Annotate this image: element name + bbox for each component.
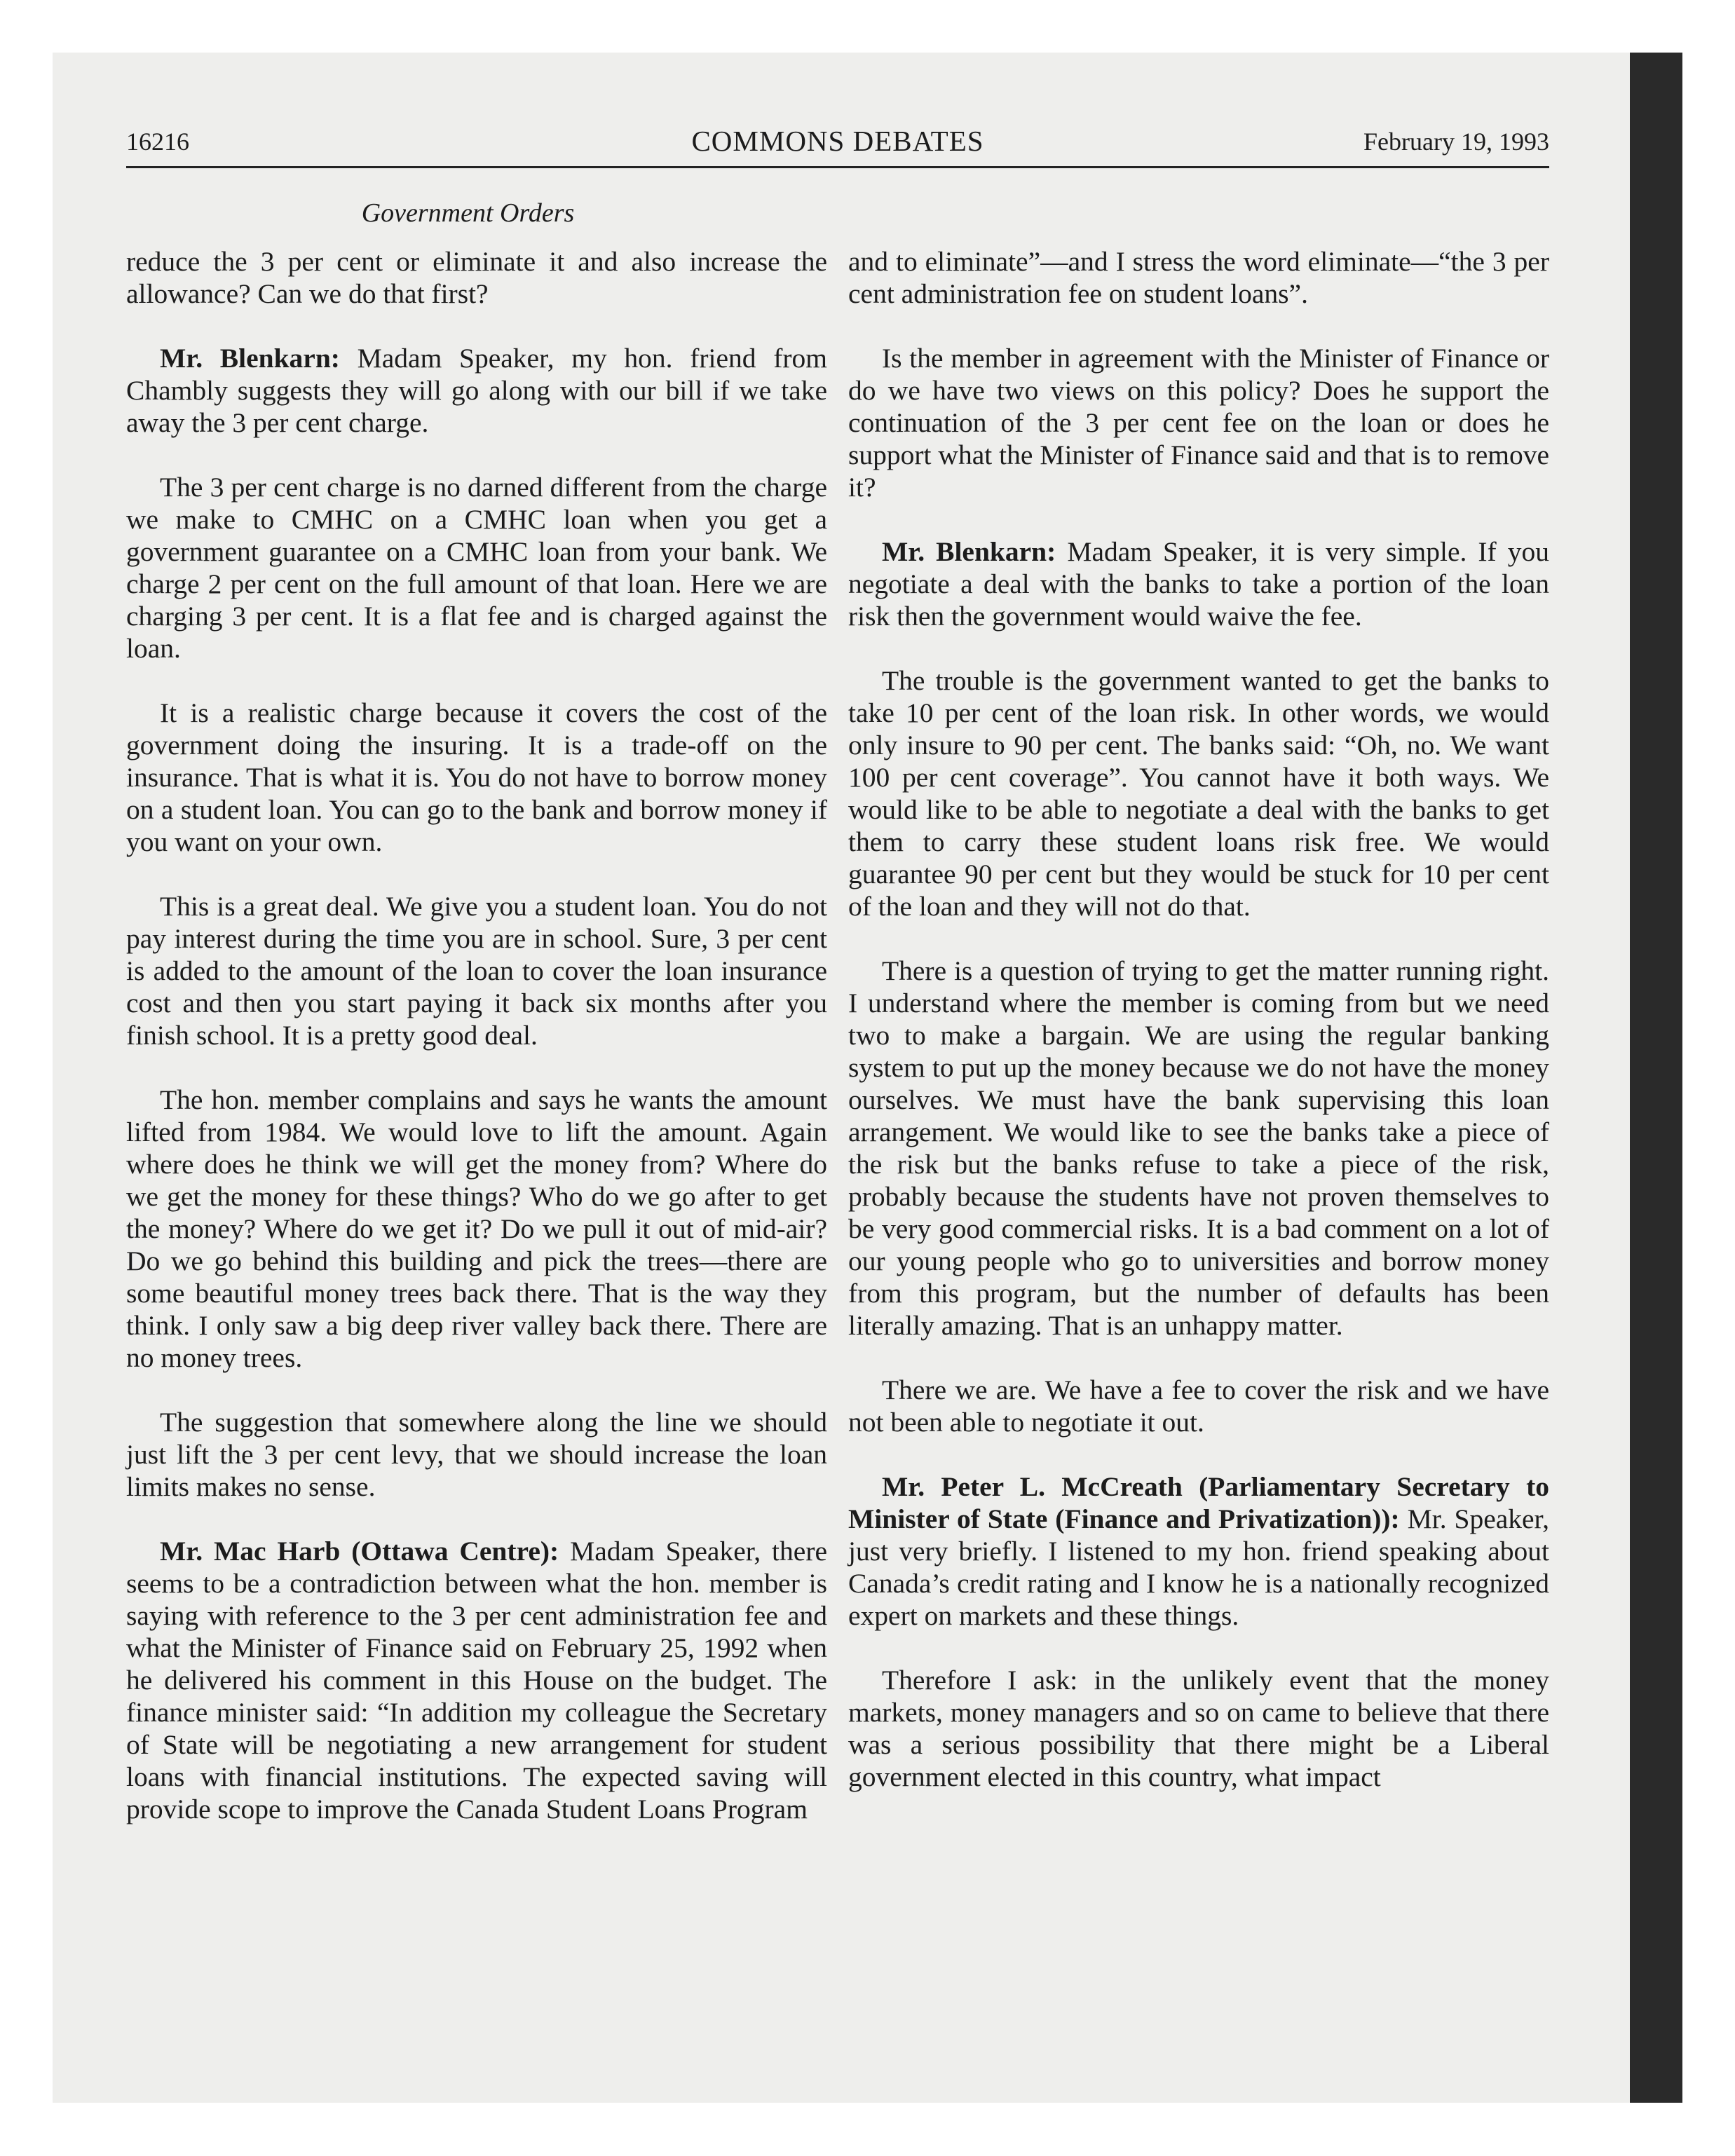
paragraph bbox=[848, 245, 1549, 310]
paragraph-text: reduce the 3 per cent or eliminate it and also increase the allowance? Can we do that first? bbox=[126, 246, 827, 309]
paragraph bbox=[126, 697, 827, 858]
paragraph bbox=[848, 1664, 1549, 1793]
paragraph bbox=[126, 342, 827, 439]
paragraph bbox=[126, 245, 827, 310]
section-label: Government Orders bbox=[361, 198, 575, 228]
paragraph-text: Mr. Speaker, just very briefly. I listened to my hon. friend speaking about Canada’s credit rating and I know he is a nationally recognized expert on markets and these things. bbox=[848, 1503, 1549, 1631]
paragraph bbox=[848, 342, 1549, 503]
speaker-name: Mr. Mac Harb (Ottawa Centre): bbox=[160, 1536, 559, 1567]
page-number: 16216 bbox=[126, 128, 189, 156]
publication-title: COMMONS DEBATES bbox=[691, 125, 984, 157]
paragraph-text: Madam Speaker, my hon. friend from Chambly suggests they will go along with our bill if we take away the 3 per cent charge. bbox=[126, 343, 827, 438]
running-header bbox=[126, 123, 1549, 165]
paragraph bbox=[848, 1374, 1549, 1438]
paragraph-text: Madam Speaker, there seems to be a contradiction between what the hon. member is saying with reference to the 3 per cent administration fee and what the Minister of Finance said on February 25, 1992 when he delivered his comment in this House on the budget. The finance minister said: “In addition my colleague the Secretary of State will be negotiating a new arrangement for student loans with financial institutions. The expected saving will provide scope to improve the Canada Student Loans Program bbox=[126, 1536, 827, 1824]
paragraph bbox=[848, 955, 1549, 1342]
paragraph bbox=[126, 890, 827, 1051]
paragraph-text: There we are. We have a fee to cover the risk and we have not been able to negotiate it out. bbox=[848, 1374, 1549, 1438]
paragraph-text: The hon. member complains and says he wants the amount lifted from 1984. We would love to lift the amount. Again where does he think we will get the money from? Where do we get the money for these things? Who do we go after to get the money? Where do we get it? Do we pull it out of mid-air? Do we go behind this building and pick the trees—there are some beautiful money trees back there. That is the way they think. I only saw a big deep river valley back there. There are no money trees. bbox=[126, 1084, 827, 1373]
paragraph bbox=[126, 1406, 827, 1503]
header-rule bbox=[126, 166, 1549, 168]
paragraph-text: The trouble is the government wanted to get the banks to take 10 per cent of the loan risk. In other words, we would only insure to 90 per cent. The banks said: “Oh, no. We want 100 per cent coverage”. You cannot have it both ways. We would like to be able to negotiate a deal with the banks to get them to carry these student loans risk free. We would guarantee 90 per cent but they would be stuck for 10 per cent of the loan and they will not do that. bbox=[848, 665, 1549, 922]
paragraph-text: This is a great deal. We give you a student loan. You do not pay interest during the time you are in school. Sure, 3 per cent is added to the amount of the loan to cover the loan insurance cost and then you start paying it back six months after you finish school. It is a pretty good deal. bbox=[126, 891, 827, 1051]
speaker-name: Mr. Blenkarn: bbox=[160, 343, 340, 374]
paragraph bbox=[848, 535, 1549, 632]
paragraph-text: It is a realistic charge because it covers the cost of the government doing the insuring. It is a trade-off on the insurance. That is what it is. You do not have to borrow money on a student loan. You can go to the bank and borrow money if you want on your own. bbox=[126, 697, 827, 857]
scan-edge-shadow bbox=[1630, 53, 1682, 2103]
paragraph bbox=[848, 664, 1549, 922]
paragraph bbox=[126, 1084, 827, 1374]
paragraph-text: Therefore I ask: in the unlikely event that the money markets, money managers and so on came to believe that there was a serious possibility that there might be a Liberal government elected in this country, what impact bbox=[848, 1665, 1549, 1792]
paragraph-text: The 3 per cent charge is no darned different from the charge we make to CMHC on a CMHC loan when you get a government guarantee on a CMHC loan from your bank. We charge 2 per cent on the full amount of that loan. Here we are charging 3 per cent. It is a flat fee and is charged against the loan. bbox=[126, 472, 827, 664]
right-column bbox=[848, 245, 1549, 1825]
paragraph-text: and to eliminate”—and I stress the word eliminate—“the 3 per cent administration fee on student loans”. bbox=[848, 246, 1549, 309]
paragraph bbox=[126, 1535, 827, 1825]
speaker-name: Mr. Blenkarn: bbox=[882, 536, 1056, 567]
issue-date: February 19, 1993 bbox=[1363, 128, 1549, 156]
paragraph bbox=[848, 1471, 1549, 1632]
speaker-name: Mr. Peter L. McCreath (Parliamentary Secretary to Minister of State (Finance and Privatization)): bbox=[848, 1471, 1549, 1534]
paragraph-text: Madam Speaker, it is very simple. If you negotiate a deal with the banks to take a portion of the loan risk then the government would waive the fee. bbox=[848, 536, 1549, 632]
paragraph-text: There is a question of trying to get the matter running right. I understand where the member is coming from but we need two to make a bargain. We are using the regular banking system to put up the money because we do not have the money ourselves. We must have the bank supervising this loan arrangement. We would like to see the banks take a piece of the risk but the banks refuse to take a piece of the risk, probably because the students have not proven themselves to be very good commercial risks. It is a bad comment on a lot of our young people who go to universities and borrow money from this program, but the number of defaults has been literally amazing. That is an unhappy matter. bbox=[848, 955, 1549, 1341]
paragraph-text: The suggestion that somewhere along the line we should just lift the 3 per cent levy, that we should increase the loan limits makes no sense. bbox=[126, 1407, 827, 1502]
paragraph-text: Is the member in agreement with the Minister of Finance or do we have two views on this policy? Does he support the continuation of the 3 per cent fee on the loan or does he support what the Minister of Finance said and that is to remove it? bbox=[848, 343, 1549, 503]
left-column bbox=[126, 245, 827, 1857]
paragraph bbox=[126, 471, 827, 664]
